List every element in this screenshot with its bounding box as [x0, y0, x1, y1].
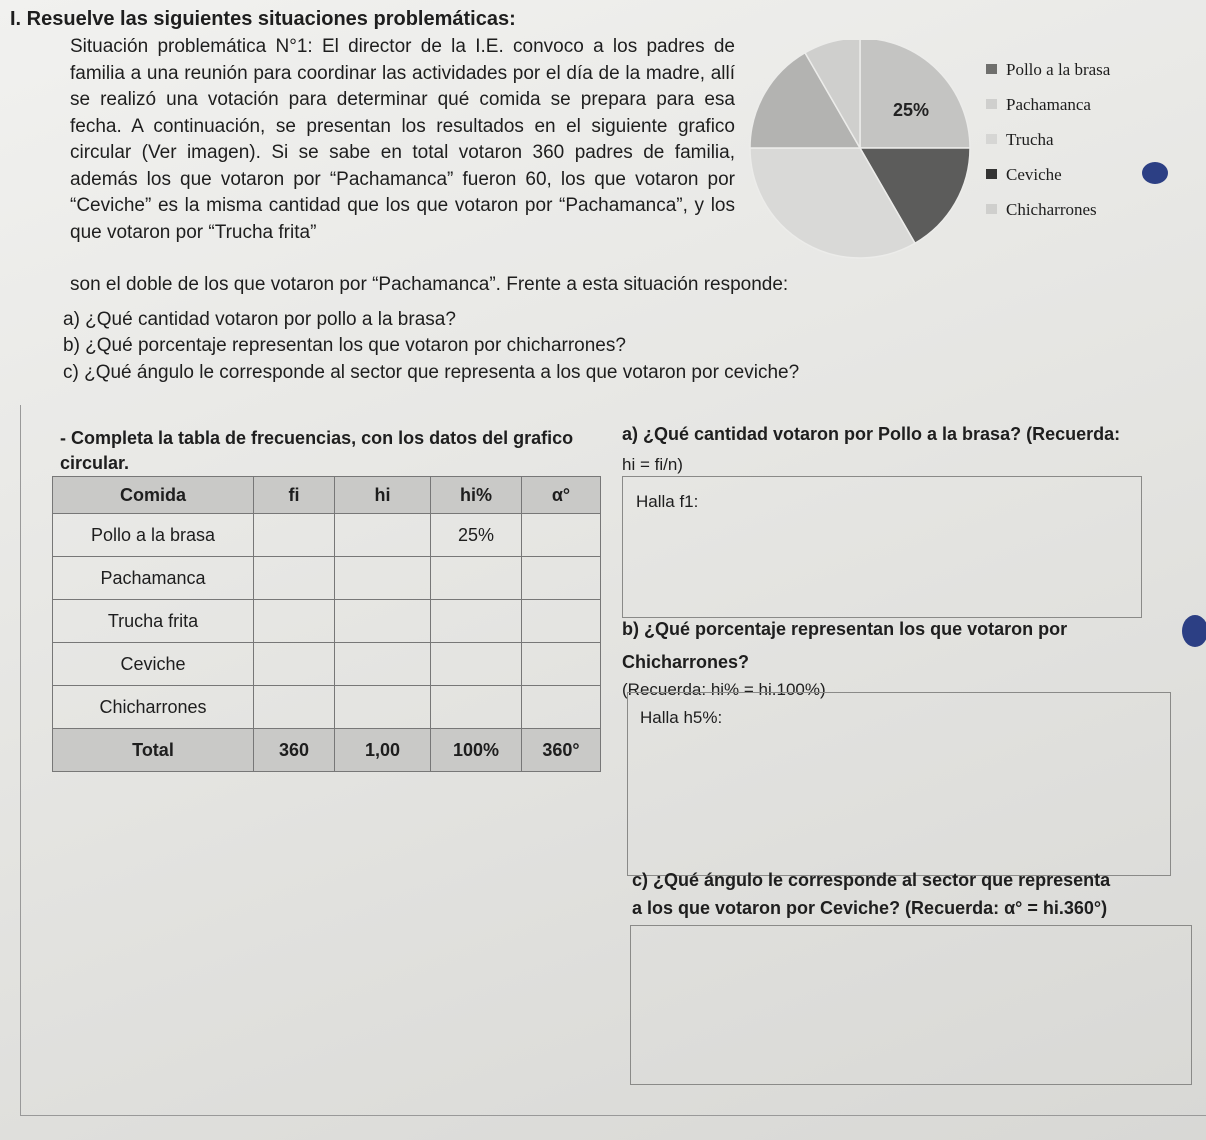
cell-comida: Pollo a la brasa [53, 514, 254, 557]
pie-chart [735, 40, 985, 270]
question-a-title: a) ¿Qué cantidad votaron por Pollo a la brasa? (Recuerda: [622, 424, 1121, 444]
cell-total-alpha: 360° [522, 729, 601, 772]
table-row [53, 514, 601, 557]
table-row [53, 643, 601, 686]
header-hi: hi [335, 477, 431, 514]
header-alpha: α° [522, 477, 601, 514]
cell-hi-percent[interactable] [431, 643, 522, 686]
cell-hi[interactable] [335, 514, 431, 557]
pie-slice-pollo-a-la-brasa [860, 40, 970, 148]
cell-alpha[interactable] [522, 600, 601, 643]
page-heading: I. Resuelve las siguientes situaciones problemáticas: [10, 8, 516, 30]
question-c-title-1: c) ¿Qué ángulo le corresponde al sector que representa [632, 870, 1111, 890]
header-comida: Comida [53, 477, 254, 514]
answer-box-b-label: Halla h5%: [640, 708, 723, 727]
legend-swatch [986, 204, 997, 214]
question-b-title-2: Chicharrones? [622, 652, 750, 672]
pie-data-label: 25% [893, 100, 930, 120]
question-a-formula: hi = fi/n) [622, 455, 683, 474]
cell-fi[interactable] [254, 643, 335, 686]
cell-alpha[interactable] [522, 514, 601, 557]
problem-statement: Situación problemática N°1: El director de la I.E. convoco a los padres de familia a una reunión para coordinar las actividades por el día de la madre, allí se realizó una votación para determinar qué comida se prepara para esa fecha. A continuación, se presentan los resultados en el siguiente grafico circular (Ver imagen). Si se sabe en total votaron 360 padres de familia, además los que votaron por “Pachamanca” fueron 60, los que votaron por “Ceviche” es la misma cantidad que los que votaron por “Pachamanca”, y los que votaron por “Trucha frita” [70, 36, 735, 243]
legend-item: Pollo a la brasa [980, 60, 1110, 95]
cell-comida: Pachamanca [53, 557, 254, 600]
legend-swatch [986, 99, 997, 109]
table-row [53, 686, 601, 729]
question-b-formula: (Recuerda: hi% = hi.100%) [622, 680, 826, 699]
legend-item: Chicharrones [980, 200, 1110, 235]
cell-comida: Chicharrones [53, 686, 254, 729]
cell-total-hi: 1,00 [335, 729, 431, 772]
cell-hi[interactable] [335, 643, 431, 686]
pie-legend [980, 60, 1110, 235]
cell-fi[interactable] [254, 514, 335, 557]
answer-box-a-label: Halla f1: [636, 492, 699, 511]
legend-swatch [986, 64, 997, 74]
cell-hi[interactable] [335, 600, 431, 643]
frequency-table [52, 476, 601, 772]
cell-fi[interactable] [254, 686, 335, 729]
table-total-row [53, 729, 601, 772]
cell-total-hi-percent: 100% [431, 729, 522, 772]
legend-swatch [986, 169, 997, 179]
cell-comida: Ceviche [53, 643, 254, 686]
table-instruction: - Completa la tabla de frecuencias, con los datos del grafico circular. [60, 428, 574, 473]
cell-hi[interactable] [335, 686, 431, 729]
problem-continuation: son el doble de los que votaron por “Pachamanca”. Frente a esta situación responde: [70, 274, 789, 295]
question-b: b) ¿Qué porcentaje representan los que votaron por chicharrones? [63, 335, 626, 356]
answer-box-a[interactable] [622, 476, 1142, 618]
cell-alpha[interactable] [522, 686, 601, 729]
legend-swatch [986, 134, 997, 144]
legend-item: Trucha [980, 130, 1110, 165]
table-row [53, 557, 601, 600]
header-hi-percent: hi% [431, 477, 522, 514]
cell-total-label: Total [53, 729, 254, 772]
cell-comida: Trucha frita [53, 600, 254, 643]
legend-item: Ceviche [980, 165, 1110, 200]
table-header-row [53, 477, 601, 514]
cell-alpha[interactable] [522, 643, 601, 686]
cell-hi[interactable] [335, 557, 431, 600]
question-c-title-2: a los que votaron por Ceviche? (Recuerda: α° = hi.360°) [632, 898, 1108, 918]
legend-item: Pachamanca [980, 95, 1110, 130]
blue-dot-mark [1142, 162, 1168, 184]
cell-hi-percent: 25% [431, 514, 522, 557]
header-fi: fi [254, 477, 335, 514]
cell-hi-percent[interactable] [431, 686, 522, 729]
answer-box-c[interactable] [630, 925, 1192, 1085]
question-b-title-1: b) ¿Qué porcentaje representan los que votaron por [622, 619, 1068, 639]
cell-hi-percent[interactable] [431, 600, 522, 643]
cell-fi[interactable] [254, 600, 335, 643]
table-row [53, 600, 601, 643]
cell-hi-percent[interactable] [431, 557, 522, 600]
cell-alpha[interactable] [522, 557, 601, 600]
question-c: c) ¿Qué ángulo le corresponde al sector que representa a los que votaron por ceviche? [63, 362, 800, 383]
cell-fi[interactable] [254, 557, 335, 600]
cell-total-fi: 360 [254, 729, 335, 772]
question-a: a) ¿Qué cantidad votaron por pollo a la brasa? [63, 309, 456, 330]
